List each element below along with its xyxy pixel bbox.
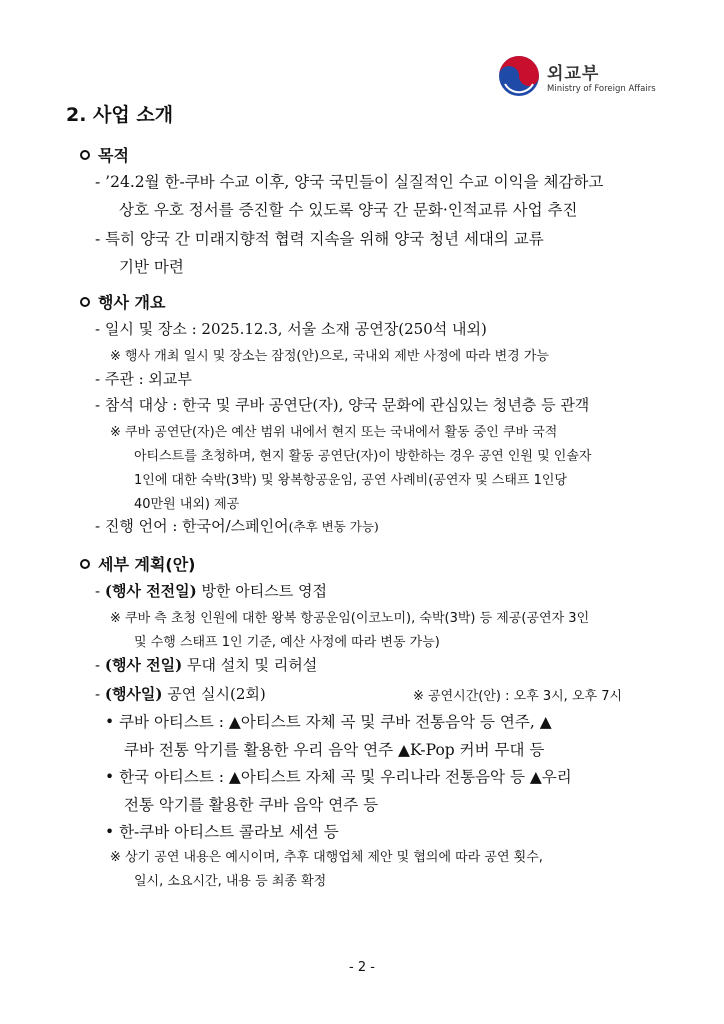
plan-collab-session: • 한-쿠바 아티스트 콜라보 세션 등	[105, 823, 339, 841]
overview-target-note-4: 40만원 내외) 제공	[134, 497, 240, 512]
section-heading-text: 행사 개요	[98, 293, 166, 312]
plan-cuba-artists-2: 쿠바 전통 악기를 활용한 우리 음악 연주 ▲K-Pop 커버 무대 등	[124, 741, 545, 759]
overview-target-note-2: 아티스트를 초청하며, 현지 활동 공연단(자)이 방한하는 경우 공연 인원 및 인솔자	[134, 449, 592, 464]
plan-d2-note-1: ※ 쿠바 측 초청 인원에 대한 왕복 항공운임(이코노미), 숙박(3박) 등 제공(공연자 3인	[110, 611, 590, 626]
overview-date-place: - 일시 및 장소 : 2025.12.3, 서울 소재 공연장(250석 내외)	[95, 320, 487, 338]
plan-final-note-1: ※ 상기 공연 내용은 예시이며, 추후 대행업체 제안 및 협의에 따라 공연 횟수,	[110, 850, 543, 865]
plan-event-day: - (행사일) 공연 실시(2회)	[95, 685, 266, 703]
purpose-line-2: - 특히 양국 간 미래지향적 협력 지속을 위해 양국 청년 세대의 교류	[95, 230, 544, 248]
language-note: (추후 변동 가능)	[288, 519, 379, 534]
overview-host: - 주관 : 외교부	[95, 370, 192, 388]
plan-day-label: (행사일)	[104, 685, 163, 703]
purpose-line-2b: 기반 마련	[119, 258, 184, 276]
overview-target: - 참석 대상 : 한국 및 쿠바 공연단(자), 양국 문화에 관심있는 청년층 등 관객	[95, 396, 590, 414]
page-title: 2. 사업 소개	[66, 104, 174, 126]
plan-day-label: (행사 전전일)	[104, 582, 197, 600]
plan-korea-artists-2: 전통 악기를 활용한 쿠바 음악 연주 등	[124, 796, 379, 814]
section-heading-purpose	[80, 143, 129, 166]
plan-day-text: 무대 설치 및 리허설	[182, 656, 318, 674]
purpose-line-1b: 상호 우호 정서를 증진할 수 있도록 양국 간 문화·인적교류 사업 추진	[119, 201, 578, 219]
overview-date-note: ※ 행사 개최 일시 및 장소는 잠정(안)으로, 국내외 제반 사정에 따라 변경 가능	[110, 349, 549, 364]
section-heading-plan	[80, 552, 195, 575]
circle-bullet-icon	[80, 150, 90, 160]
plan-day-minus-2: - (행사 전전일) 방한 아티스트 영접	[95, 582, 327, 600]
plan-korea-artists-1: • 한국 아티스트 : ▲아티스트 자체 곡 및 우리나라 전통음악 등 ▲우리	[105, 768, 572, 786]
plan-final-note-2: 일시, 소요시간, 내용 등 최종 확정	[134, 874, 327, 889]
logo-korean-name: 외교부	[547, 64, 600, 84]
plan-d2-note-2: 및 수행 스태프 1인 기준, 예산 사정에 따라 변동 가능)	[134, 635, 440, 650]
plan-day-text: 공연 실시(2회)	[162, 685, 266, 703]
overview-target-note-1: ※ 쿠바 공연단(자)은 예산 범위 내에서 현지 또는 국내에서 활동 중인 쿠바 국적	[110, 425, 558, 440]
language-main: - 진행 언어 : 한국어/스페인어	[95, 517, 289, 535]
plan-day-text: 방한 아티스트 영접	[196, 582, 327, 600]
plan-day-minus-1: - (행사 전일) 무대 설치 및 리허설	[95, 656, 318, 674]
mofa-logo	[497, 54, 657, 98]
section-heading-overview	[80, 290, 165, 313]
section-heading-text: 목적	[98, 146, 129, 165]
plan-day-label: (행사 전일)	[104, 656, 183, 674]
plan-show-time-note: ※ 공연시간(안) : 오후 3시, 오후 7시	[413, 689, 623, 704]
circle-bullet-icon	[80, 559, 90, 569]
circle-bullet-icon	[80, 297, 90, 307]
overview-target-note-3: 1인에 대한 숙박(3박) 및 왕복항공운임, 공연 사례비(공연자 및 스태프 1인당	[134, 473, 567, 488]
overview-language	[95, 515, 379, 536]
plan-cuba-artists-1: • 쿠바 아티스트 : ▲아티스트 자체 곡 및 쿠바 전통음악 등 연주, ▲	[105, 713, 552, 731]
purpose-line-1: - ’24.2월 한-쿠바 수교 이후, 양국 국민들이 실질적인 수교 이익을 체감하고	[95, 173, 604, 191]
section-heading-text: 세부 계획(안)	[98, 555, 196, 574]
taegeuk-emblem-icon	[497, 54, 541, 98]
logo-english-name: Ministry of Foreign Affairs	[547, 84, 656, 94]
page-number: - 2 -	[349, 960, 375, 975]
